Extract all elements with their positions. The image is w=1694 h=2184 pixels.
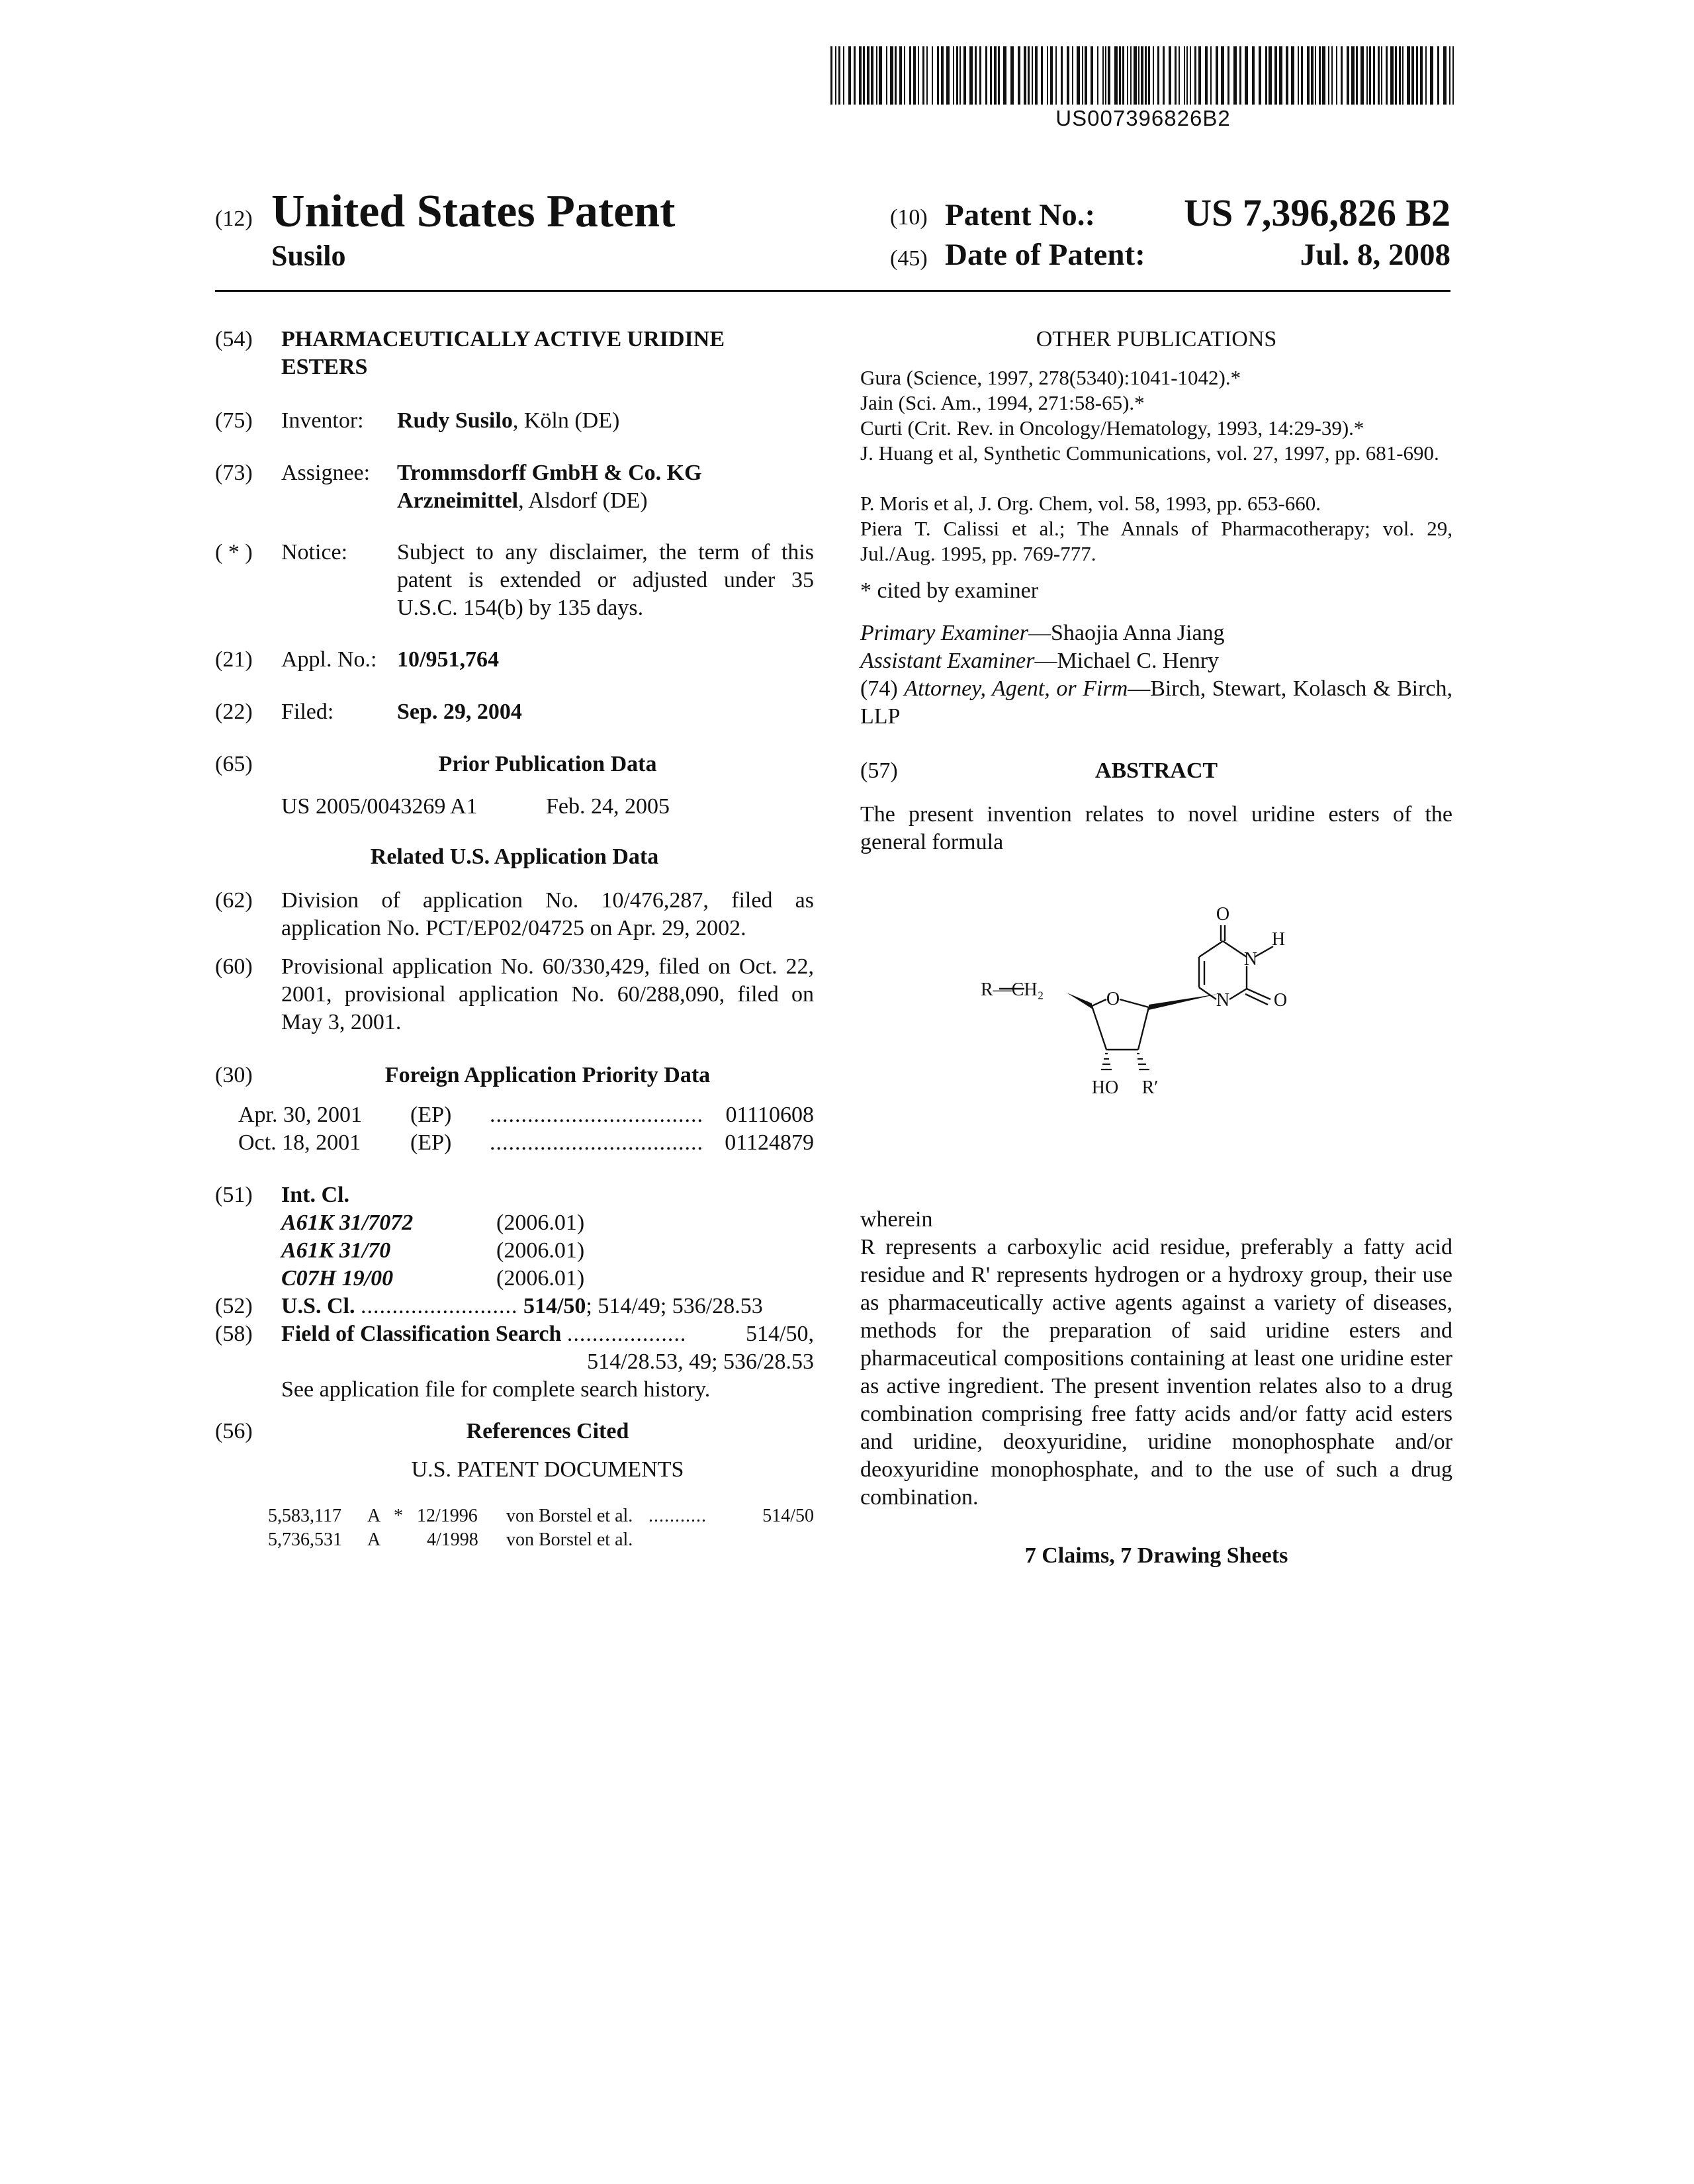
reference-inventor: von Borstel et al. [506, 1506, 633, 1526]
primary-examiner-label: Primary Examiner [860, 621, 1029, 645]
atom-label: O [1273, 990, 1288, 1011]
barcode-bar [838, 46, 840, 105]
barcode-bar [848, 46, 851, 105]
ring-bond [1092, 999, 1106, 1006]
us-cl-main: 514/50 [523, 1294, 586, 1318]
inid-65: (65) [215, 752, 253, 776]
int-cl-version: (2006.01) [496, 1210, 585, 1235]
field-search-classes: 514/28.53, 49; 536/28.53 [587, 1349, 814, 1374]
inventor-surname-heading: Susilo [271, 240, 346, 272]
carbonyl-bond [1245, 994, 1268, 1005]
patent-type-code: (12) [215, 206, 253, 231]
date-of-patent-label: Date of Patent: [945, 238, 1145, 272]
foreign-number: 01110608 [725, 1103, 814, 1127]
other-publication: J. Huang et al, Synthetic Communications, vol. 27, 1997, pp. 681-690. [860, 441, 1439, 465]
inid-73: (73) [215, 461, 253, 485]
atom-label: HO [1091, 1077, 1119, 1098]
field-search-class: 514/50, [746, 1322, 814, 1346]
inventor-location: , Köln (DE) [512, 408, 620, 433]
date-of-patent: Jul. 8, 2008 [1300, 238, 1450, 272]
right-column [860, 0, 1452, 2184]
cited-by-examiner-note: * cited by examiner [860, 578, 1039, 603]
us-cl-rest: ; 514/49; 536/28.53 [586, 1294, 763, 1318]
int-cl-code: A61K 31/70 [281, 1238, 391, 1263]
ring-bond [1120, 999, 1149, 1007]
atom-label: N [1216, 990, 1230, 1011]
foreign-dots: .................................. [490, 1130, 703, 1155]
patent-title-heading: United States Patent [271, 186, 676, 237]
foreign-dots: .................................. [490, 1103, 703, 1127]
other-publication: Piera T. Calissi et al.; The Annals of Pharmacotherapy; vol. 29, Jul./Aug. 1995, pp. 769-777. [860, 517, 1452, 565]
wedge-bond [1149, 994, 1218, 1010]
inid-58: (58) [215, 1322, 253, 1346]
appl-no-label: Appl. No.: [281, 647, 377, 672]
inid-notice: ( * ) [215, 540, 253, 565]
inid-21: (21) [215, 647, 253, 672]
attorney-label: Attorney, Agent, or Firm [904, 676, 1128, 701]
assignee-label: Assignee: [281, 461, 371, 485]
inid-62: (62) [215, 888, 253, 913]
wedge-bond [1067, 993, 1092, 1009]
abstract-intro: The present invention relates to novel uridine esters of the general formula [860, 802, 1452, 854]
attorney-agent [860, 675, 1452, 731]
related-application-heading: Related U.S. Application Data [370, 844, 659, 869]
int-cl-label: Int. Cl. [281, 1183, 349, 1207]
prior-publication-date: Feb. 24, 2005 [546, 794, 670, 819]
wherein: wherein [860, 1207, 933, 1232]
patent-number: US 7,396,826 B2 [1184, 191, 1450, 234]
us-cl-dots: ......................... [360, 1294, 518, 1318]
left-column [215, 0, 814, 2184]
reference-date: 12/1996 [417, 1506, 478, 1526]
inventor-name: Rudy Susilo [397, 408, 513, 433]
field-search-dots: ................... [566, 1322, 687, 1346]
foreign-number: 01124879 [725, 1130, 814, 1155]
reference-inventor: von Borstel et al. [506, 1529, 633, 1550]
assistant-examiner-label: Assistant Examiner [860, 649, 1035, 673]
inid-56: (56) [215, 1419, 253, 1443]
int-cl-version: (2006.01) [496, 1266, 585, 1291]
other-publication: Gura (Science, 1997, 278(5340):1041-1042).* [860, 366, 1241, 389]
notice-label: Notice: [281, 540, 348, 565]
reference-star: * [394, 1506, 403, 1526]
atom-label: N [1243, 949, 1258, 970]
reference-row [268, 1529, 814, 1553]
field-search-label: Field of Classification Search [281, 1322, 562, 1346]
int-cl-code: C07H 19/00 [281, 1266, 394, 1291]
attorney-name: —Birch, Stewart, Kolasch & Birch, LLP [860, 676, 1453, 729]
inid-30: (30) [215, 1063, 253, 1087]
ring-bond [1092, 1006, 1106, 1050]
provisional-text: Provisional application No. 60/330,429, filed on Oct. 22, 2001, provisional application No. 60/288,090, filed on May 3, 2001. [281, 954, 814, 1034]
reference-date: 4/1998 [427, 1529, 478, 1550]
invention-title: PHARMACEUTICALLY ACTIVE URIDINE ESTERS [281, 327, 725, 379]
ring-bond [1223, 941, 1247, 957]
foreign-priority-heading: Foreign Application Priority Data [384, 1063, 711, 1087]
us-cl-line [281, 1293, 814, 1320]
division-text: Division of application No. 10/476,287, filed as application No. PCT/EP02/04725 on Apr. 29, 2002. [281, 888, 814, 940]
foreign-date: Oct. 18, 2001 [238, 1130, 361, 1155]
notice-text: Subject to any disclaimer, the term of this patent is extended or adjusted under 35 U.S.C. 154(b) by 135 days. [397, 540, 814, 620]
inid-51: (51) [215, 1183, 253, 1207]
abstract-heading: ABSTRACT [1094, 758, 1218, 783]
inventor-label: Inventor: [281, 408, 364, 433]
inid-54: (54) [215, 327, 253, 351]
int-cl-version: (2006.01) [496, 1238, 585, 1263]
carbonyl-bond [1247, 989, 1270, 999]
prior-publication-number: US 2005/0043269 A1 [281, 794, 478, 819]
other-publications-heading: OTHER PUBLICATIONS [1036, 327, 1277, 351]
ring-bond [1199, 941, 1223, 957]
atom-label: O [1106, 989, 1120, 1009]
inid-52: (52) [215, 1294, 253, 1318]
us-cl-label: U.S. Cl. [281, 1294, 355, 1318]
references-heading: References Cited [466, 1419, 629, 1443]
us-documents-heading: U.S. PATENT DOCUMENTS [411, 1457, 684, 1482]
primary-examiner-name: —Shaojia Anna Jiang [1028, 621, 1225, 645]
inventor-value [397, 407, 814, 435]
prior-publication-heading: Prior Publication Data [438, 752, 657, 776]
atom-label: R—CH₂ [981, 979, 1044, 1000]
reference-dots: ........... [648, 1506, 707, 1526]
primary-examiner [860, 619, 1452, 647]
inid-74: (74) [860, 676, 898, 701]
patent-number-label: Patent No.: [945, 198, 1096, 232]
ring-bond [1138, 1007, 1149, 1050]
ring-bond [1229, 989, 1247, 999]
atom-label: O [1216, 904, 1230, 925]
assignee-name: Trommsdorff GmbH & Co. KG Arzneimittel [397, 461, 702, 513]
foreign-country: (EP) [410, 1130, 452, 1155]
barcode-bar [854, 46, 856, 105]
date-of-patent-code: (45) [890, 246, 928, 271]
atom-label: H [1271, 929, 1286, 950]
barcode-bar [843, 46, 844, 105]
search-history-note: See application file for complete search history. [281, 1377, 711, 1402]
inid-75: (75) [215, 408, 253, 433]
claims-summary: 7 Claims, 7 Drawing Sheets [1024, 1543, 1288, 1568]
assistant-examiner-name: —Michael C. Henry [1034, 649, 1220, 673]
field-search-line [281, 1320, 814, 1348]
n-h-bond [1255, 946, 1273, 957]
other-publication: P. Moris et al, J. Org. Chem, vol. 58, 1993, pp. 653-660. [860, 492, 1321, 515]
filed-date: Sep. 29, 2004 [397, 700, 522, 724]
other-publication: Jain (Sci. Am., 1994, 271:58-65).* [860, 391, 1145, 414]
other-publication: Curti (Crit. Rev. in Oncology/Hematology, 1993, 14:29-39).* [860, 416, 1364, 439]
assignee-value [397, 459, 728, 515]
patent-number-code: (10) [890, 205, 928, 230]
filed-label: Filed: [281, 700, 334, 724]
reference-class: 514/50 [762, 1506, 814, 1526]
reference-row [268, 1505, 814, 1529]
int-cl-code: A61K 31/7072 [281, 1210, 414, 1235]
inid-22: (22) [215, 700, 253, 724]
reference-kind: A [367, 1506, 381, 1526]
reference-number: 5,583,117 [268, 1506, 341, 1526]
reference-kind: A [367, 1529, 381, 1550]
hash-bond [1101, 1054, 1149, 1069]
abstract-body: R represents a carboxylic acid residue, preferably a fatty acid residue and R' represents hydrogen or a hydroxy group, their use as pharmaceutically active agents against a variety of diseases, methods for the preparation of said uridine esters and pharmaceutical compositions containing at least one uridine ester as active ingredient. The present invention relates also to a drug combination comprising free fatty acids and/or fatty acid esters and uridine, deoxyuridine, uridine monophosphate and/or deoxyuridine monophosphate, and to the use of such a drug combination. [860, 1235, 1452, 1510]
barcode-bar [830, 46, 832, 105]
assignee-location: , Alsdorf (DE) [518, 488, 648, 513]
inid-60: (60) [215, 954, 253, 979]
reference-number: 5,736,531 [268, 1529, 342, 1550]
foreign-country: (EP) [410, 1103, 452, 1127]
atom-label: R′ [1141, 1077, 1159, 1098]
chemical-structure [979, 900, 1337, 1178]
appl-no: 10/951,764 [397, 647, 499, 672]
barcode-bar [1452, 46, 1454, 105]
inid-57: (57) [860, 758, 898, 783]
assistant-examiner [860, 647, 1452, 675]
document-number: US007396826B2 [1055, 106, 1231, 130]
foreign-date: Apr. 30, 2001 [238, 1103, 362, 1127]
barcode-bar [835, 46, 836, 105]
